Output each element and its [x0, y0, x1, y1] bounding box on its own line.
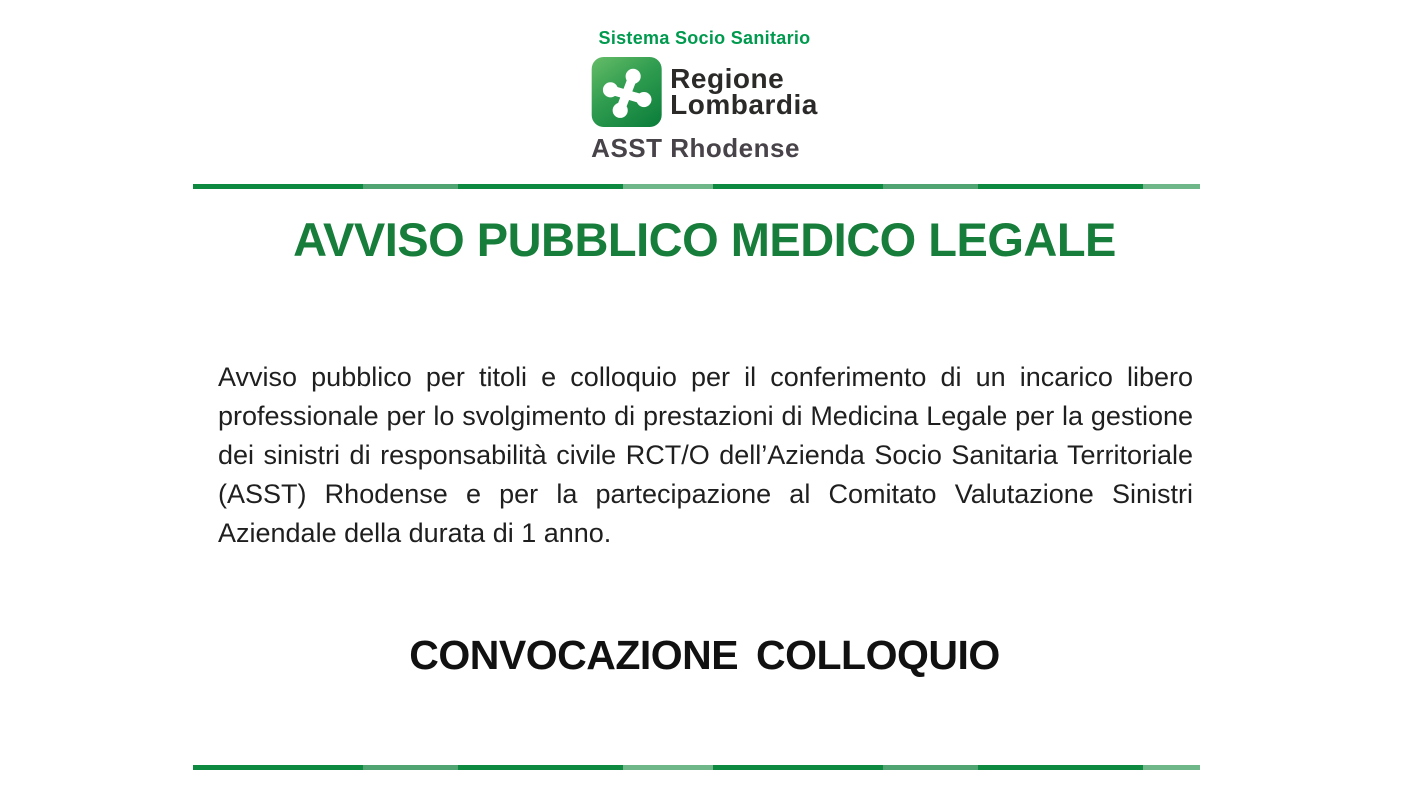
region-name-line2: Lombardia — [670, 89, 818, 120]
bottom-divider-rule — [193, 765, 1200, 770]
logo-block — [591, 57, 818, 164]
region-name-line1: Regione — [670, 63, 785, 94]
header — [591, 28, 818, 164]
top-divider-rule — [193, 184, 1200, 189]
notice-title: AVVISO PUBBLICO MEDICO LEGALE — [293, 213, 1116, 266]
rosa-camuna-icon — [599, 65, 653, 119]
region-name — [670, 63, 818, 120]
notice-body: Avviso pubblico per titoli e colloquio per il conferimento di un incarico libero professionale per lo svolgimento di prestazioni di Medicina Legale per la gestione dei sinistri di responsabilità civile RCT/O dell’Azienda Socio Sanitaria Territoriale (ASST) Rhodense e per la partecipazione al Comitato Valutazione Sinistri Aziendale della durata di 1 anno. — [218, 362, 1193, 548]
regione-lombardia-logo — [591, 57, 661, 127]
logo-row — [591, 57, 818, 127]
notice-subtitle: CONVOCAZIONE COLLOQUIO — [409, 632, 1000, 678]
system-label: Sistema Socio Sanitario — [598, 28, 811, 48]
org-name: ASST Rhodense — [591, 133, 800, 163]
